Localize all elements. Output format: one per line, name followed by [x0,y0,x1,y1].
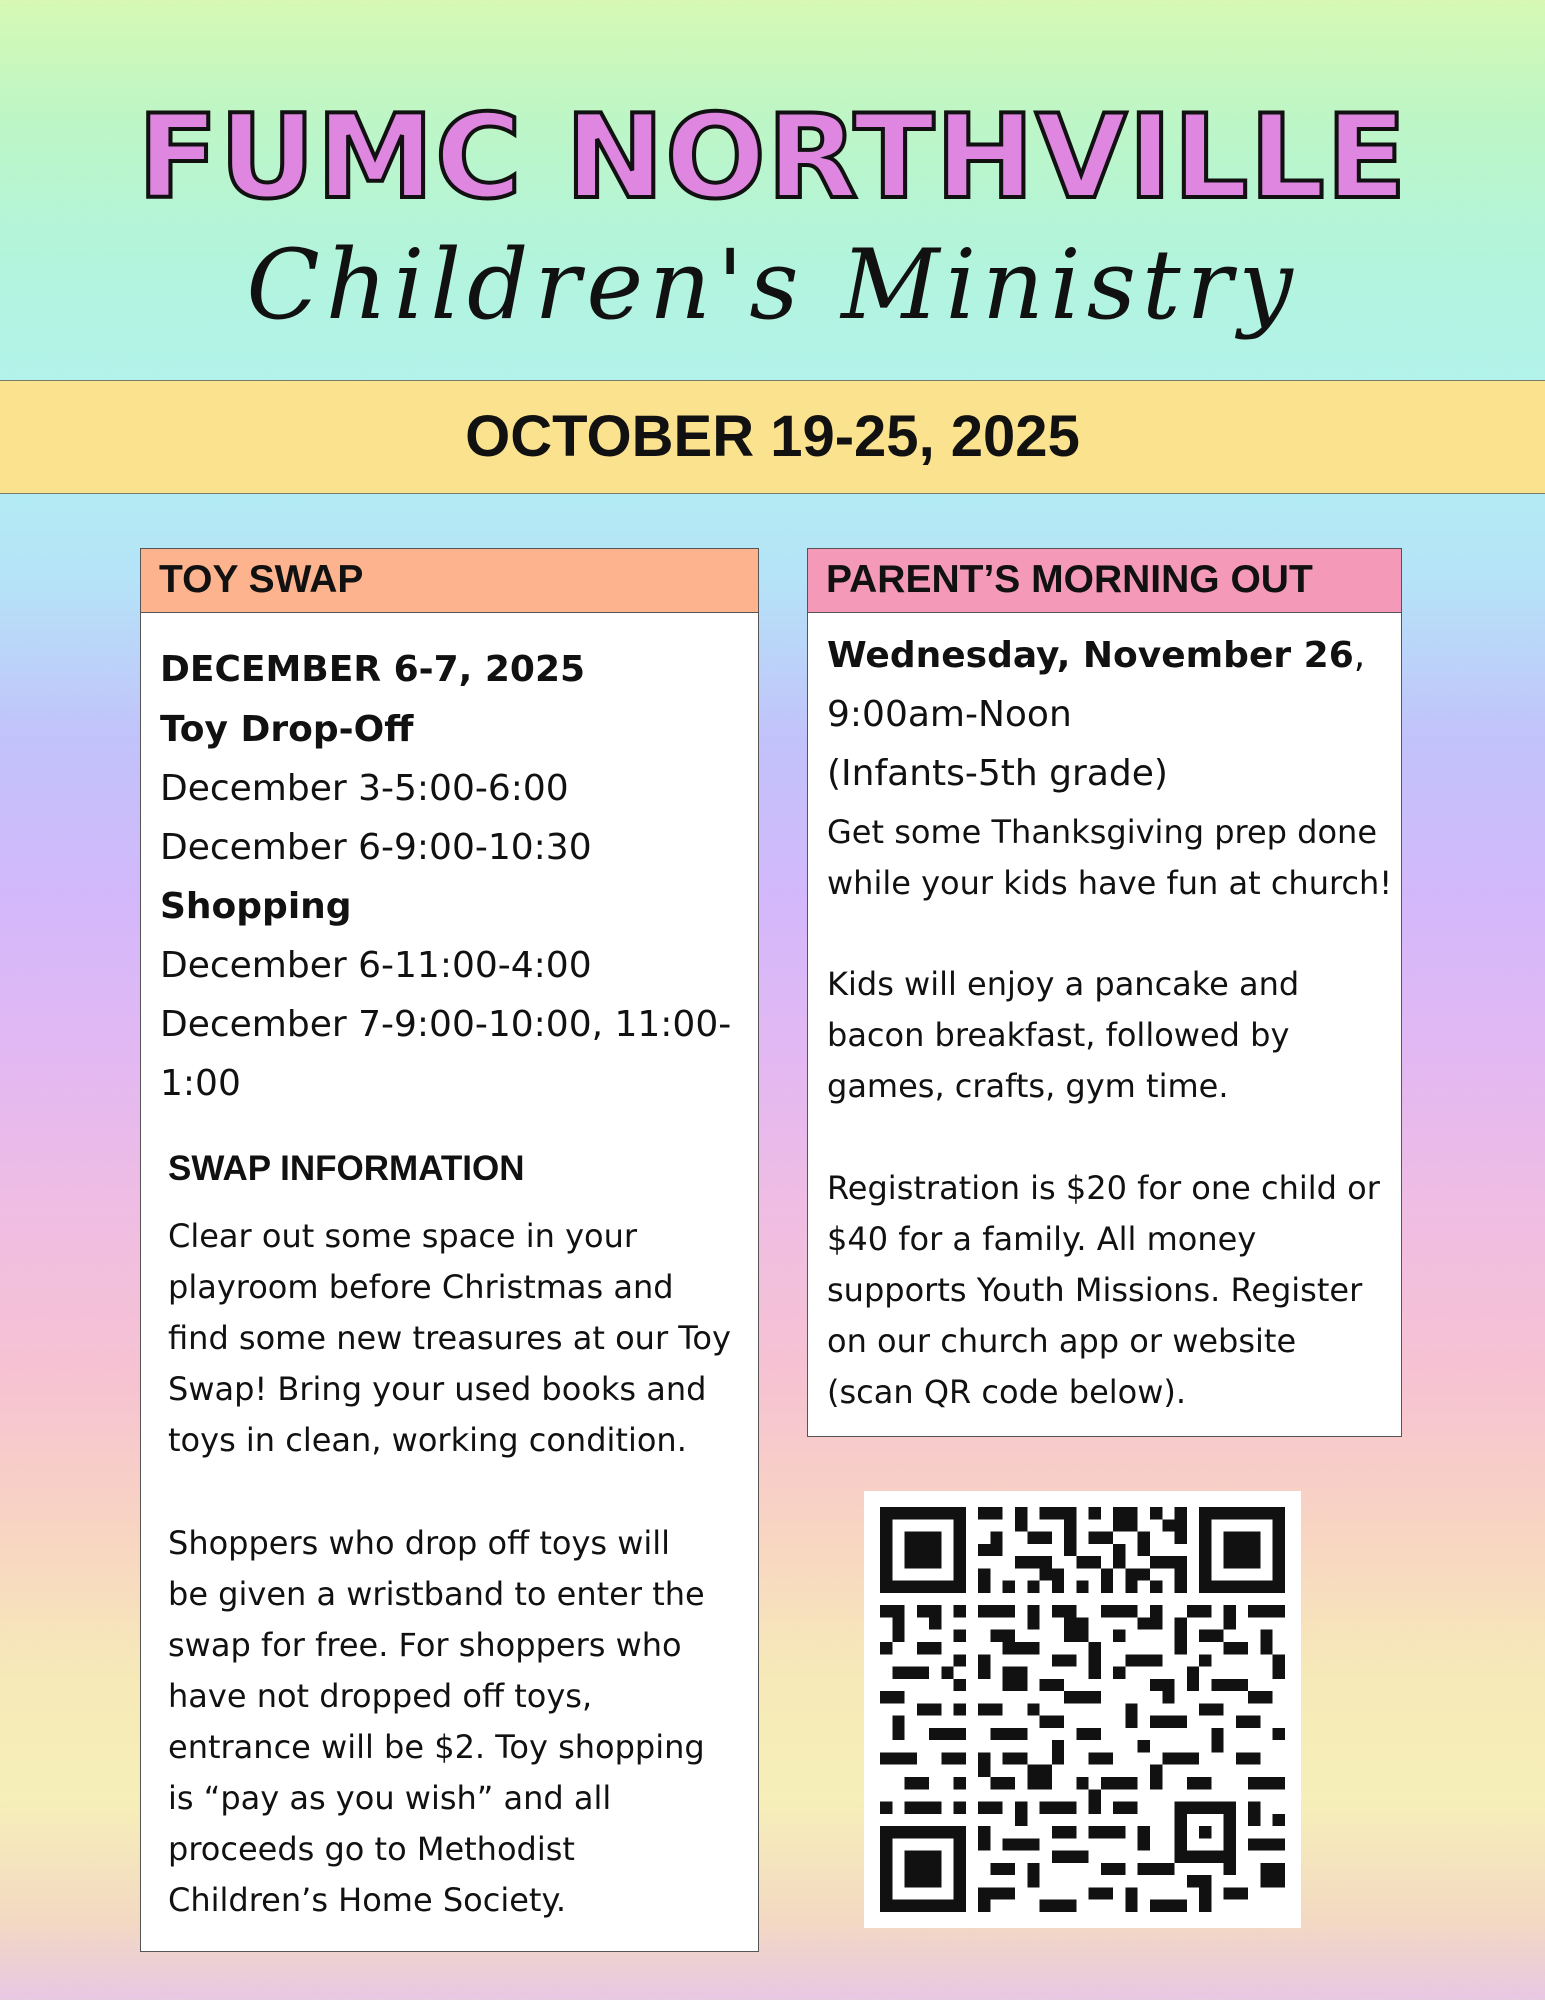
pmo-ages: (Infants-5th grade) [827,753,1168,794]
pmo-date-suffix: , [1353,635,1366,676]
dropoff-time: December 3-5:00-6:00 [160,768,569,809]
pmo-paragraph: Kids will enjoy a pancake and bacon breakfast, followed by games, crafts, gym time. [827,965,1300,1105]
pmo-date [827,635,1365,676]
pmo-paragraph: Registration is $20 for one child or $40 for a family. All money supports Youth Missions. Register on our church app or website (scan QR code below). [827,1169,1380,1411]
pmo-heading: PARENT’S MORNING OUT [808,549,1401,613]
toy-swap-card [140,548,759,1952]
swap-info-heading: SWAP INFORMATION [168,1149,525,1188]
qr-code[interactable] [864,1491,1301,1928]
swap-info-paragraph: Clear out some space in your playroom before Christmas and find some new treasures at our Toy Swap! Bring your used books and toys in clean, working condition. [168,1217,731,1459]
dropoff-label: Toy Drop-Off [160,709,414,750]
shopping-time: 1:00 [160,1063,241,1104]
dropoff-time: December 6-9:00-10:30 [160,827,592,868]
parents-morning-out-card [807,548,1402,1437]
swap-info-paragraph: Shoppers who drop off toys will be given a wristband to enter the swap for free. For shoppers who have not dropped off toys, entrance will be $2. Toy shopping is “pay as you wish” and all proceeds go to Methodist Children’s Home Society. [168,1524,705,1919]
date-range: OCTOBER 19-25, 2025 [465,404,1080,469]
shopping-time: December 6-11:00-4:00 [160,945,592,986]
pmo-date-bold: Wednesday, November 26 [827,635,1354,676]
page-title: FUMC NORTHVILLE [137,90,1408,225]
qr-code-icon [880,1507,1285,1912]
pmo-time: 9:00am-Noon [827,694,1072,735]
page-subtitle: Children's Ministry [246,229,1299,341]
shopping-label: Shopping [160,886,352,927]
toy-swap-heading: TOY SWAP [141,549,758,613]
date-banner [0,380,1545,494]
toy-swap-dates: DECEMBER 6-7, 2025 [160,649,586,690]
pmo-paragraph: Get some Thanksgiving prep done while your kids have fun at church! [827,813,1393,902]
shopping-time: December 7-9:00-10:00, 11:00- [160,1004,732,1045]
